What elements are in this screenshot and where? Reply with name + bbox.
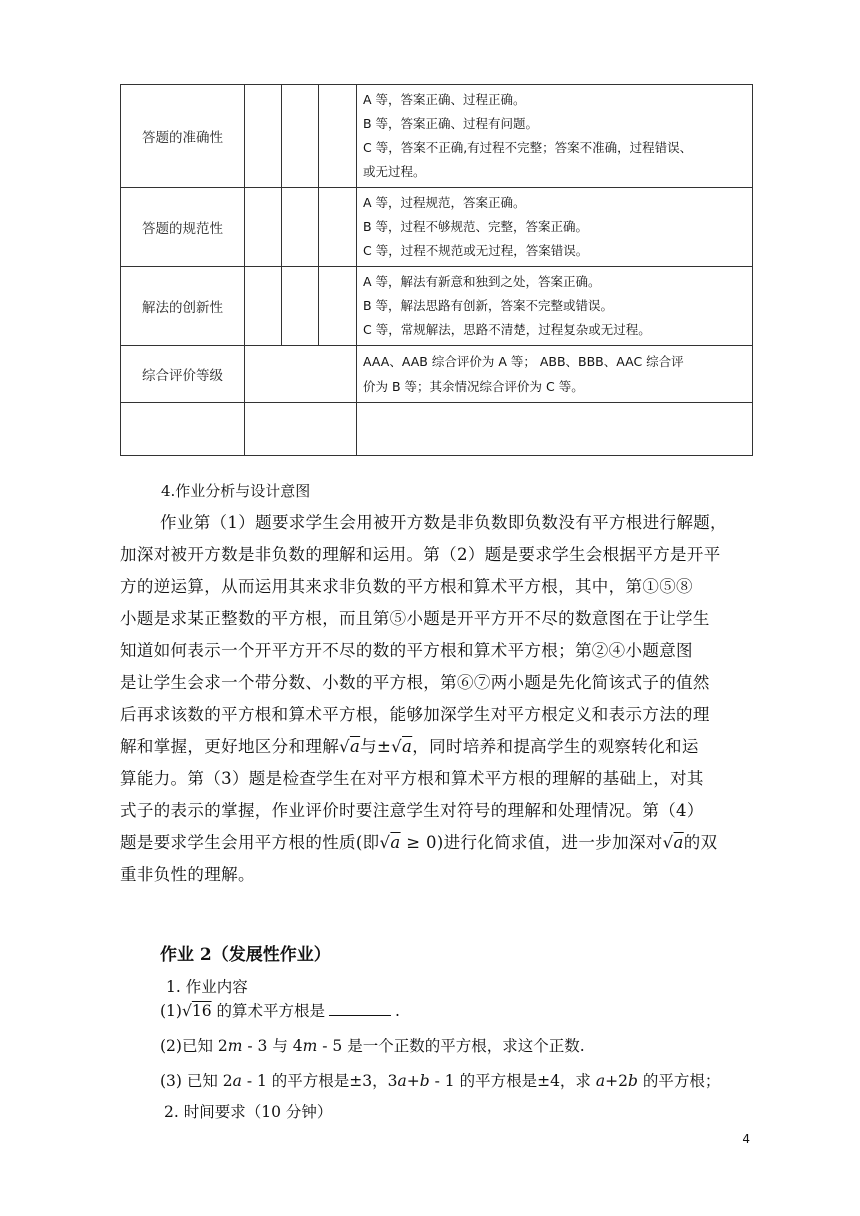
paragraph-line: 小题是求某正整数的平方根，而且第⑤小题是开平方开不尽的数意图在于让学生 <box>120 609 710 628</box>
page-number: 4 <box>742 1132 750 1146</box>
answer-blank[interactable] <box>329 1001 391 1016</box>
criterion-cell: 答题的准确性 <box>121 85 245 188</box>
table-row <box>121 346 753 403</box>
content-label: 1. 作业内容 <box>166 978 248 996</box>
evaluation-table <box>120 84 753 456</box>
time-requirement: 2. 时间要求（10 分钟） <box>164 1103 333 1121</box>
table-row <box>121 188 753 267</box>
table-row <box>121 403 753 456</box>
criterion-cell: 答题的规范性 <box>121 188 245 267</box>
sqrt-a: √a <box>391 737 413 756</box>
table-row <box>121 267 753 346</box>
criterion-cell: 综合评价等级 <box>121 346 245 403</box>
paragraph-line: 重非负性的理解。 <box>120 865 255 884</box>
question-1: (1)√16 的算术平方根是 . <box>160 1002 400 1020</box>
sqrt-a: √a <box>379 833 401 852</box>
question-3: (3) 已知 2a - 1 的平方根是±3，3a+b - 1 的平方根是±4，求 a+2b 的平方根； <box>160 1072 721 1090</box>
paragraph-line: 式子的表示的掌握，作业评价时要注意学生对符号的理解和处理情况。第（4） <box>120 801 704 820</box>
description-cell: A 等，答案正确、过程正确。 B 等，答案正确、过程有问题。 C 等，答案不正确,有过程不完整；答案不准确，过程错误、 或无过程。 <box>357 85 753 188</box>
homework-2-title: 作业 2（发展性作业） <box>160 945 331 965</box>
description-cell: A 等，过程规范，答案正确。 B 等，过程不够规范、完整，答案正确。 C 等，过程不规范或无过程，答案错误。 <box>357 188 753 267</box>
paragraph-line: 算能力。第（3）题是检查学生在对平方根和算术平方根的理解的基础上，对其 <box>120 769 704 788</box>
paragraph-line: 题是要求学生会用平方根的性质(即√a ≥ 0)进行化简求值，进一步加深对√a的双 <box>120 833 718 852</box>
paragraph-line: 方的逆运算，从而运用其来求非负数的平方根和算术平方根，其中，第①⑤⑧ <box>120 577 693 596</box>
section-heading: 4.作业分析与设计意图 <box>161 482 311 500</box>
sqrt-a: √a <box>339 737 361 756</box>
paragraph-line: 作业第（1）题要求学生会用被开方数是非负数即负数没有平方根进行解题， <box>160 513 727 532</box>
paragraph-line: 知道如何表示一个开平方开不尽的数的平方根和算术平方根；第②④小题意图 <box>120 641 693 660</box>
paragraph-line: 后再求该数的平方根和算术平方根，能够加深学生对平方根定义和表示方法的理 <box>120 705 710 724</box>
question-2: (2)已知 2m - 3 与 4m - 5 是一个正数的平方根，求这个正数. <box>160 1037 585 1055</box>
paragraph-line: 是让学生会求一个带分数、小数的平方根，第⑥⑦两小题是先化简该式子的值然 <box>120 673 710 692</box>
table-row <box>121 85 753 188</box>
sqrt-16: √16 <box>181 1002 212 1020</box>
description-cell: AAA、AAB 综合评价为 A 等； ABB、BBB、AAC 综合评 价为 B 等；其余情况综合评价为 C 等。 <box>357 346 753 403</box>
paragraph-line: 解和掌握，更好地区分和理解√a与±√a，同时培养和提高学生的观察转化和运 <box>120 737 699 756</box>
sqrt-a: √a <box>662 833 684 852</box>
description-cell: A 等，解法有新意和独到之处，答案正确。 B 等，解法思路有创新，答案不完整或错误。 C 等，常规解法，思路不清楚，过程复杂或无过程。 <box>357 267 753 346</box>
paragraph-line: 加深对被开方数是非负数的理解和运用。第（2）题是要求学生会根据平方是开平 <box>120 545 721 564</box>
criterion-cell: 解法的创新性 <box>121 267 245 346</box>
